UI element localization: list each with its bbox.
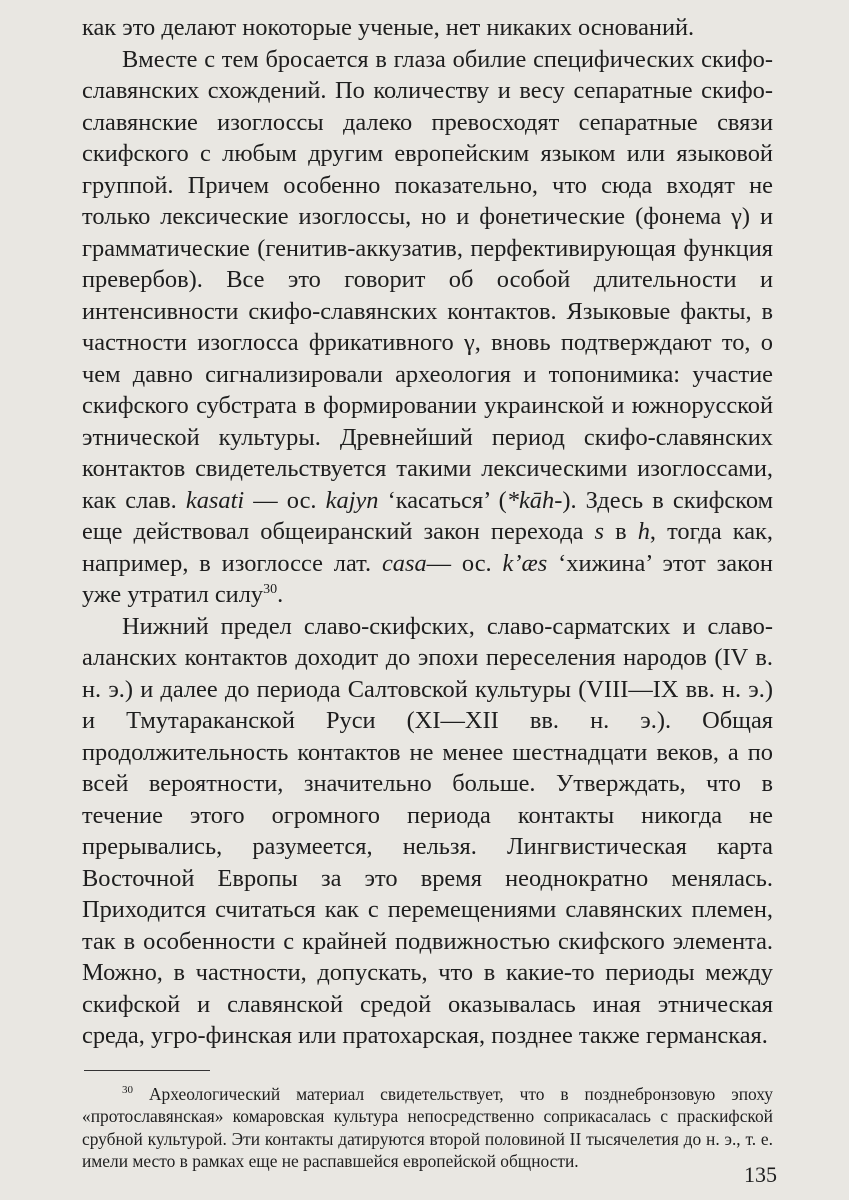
paragraph-continued: как это делают нокоторые ученые, нет никаких оснований. xyxy=(82,14,695,41)
footnote xyxy=(82,1083,773,1173)
term-casa: casa xyxy=(381,549,427,577)
page-number: 135 xyxy=(744,1162,777,1187)
main-text xyxy=(82,12,773,1052)
term-kaes: k’æs xyxy=(502,549,548,577)
footnote-text: Археологический материал свидетельствует, что в позднебронзовую эпоху «протославянская» комаровская культура непосредственно соприкасалась с праскифской срубной культурой. Эти контакты датируются второй половиной II тысячелетия до н. э., т. е. имели место в рамках еще не распавшейся европейской общности. xyxy=(82,1083,773,1171)
text-segment: — ос. xyxy=(426,549,503,577)
text-segment: ). Здесь в скифском еще действовал общеиранский закон перехода xyxy=(82,486,774,545)
footnote-reference[interactable]: 30 xyxy=(263,581,278,597)
text-segment: ‘хижина’ этот закон уже утратил силу xyxy=(82,549,773,608)
term-kasati: kasati xyxy=(185,486,245,514)
footnote-mark: 30 xyxy=(122,1083,133,1096)
footnote-divider xyxy=(84,1070,210,1071)
text-segment: . xyxy=(277,581,284,608)
text-segment: Вместе с тем бросается в глаза обилие специфических скифо-славянских схождений. По количеству и весу сепаратные скифо-славянские изоглоссы далеко превосходят сепаратные связи скифского с любым другим европейским языком или языковой группой. Причем особенно показательно, что сюда входят не только лексические изоглоссы, но и фонетические (фонема γ) и грамматические (генитив-аккузатив, перфективирующая функция превербов). Все это говорит об особой длительности и интенсивности скифо-славянских контактов. Языковые факты, в частности изоглосса фрикативного γ, вновь подтверждают то, о чем давно сигнализировали археология и топонимика: участие скифского субстрата в формировании украинской и южнорусской этнической культуры. Древнейший период скифо-славянских контактов свидетельствуется такими лексическими изоглоссами, как слав. xyxy=(82,45,773,514)
term-kah: *kāh- xyxy=(506,486,563,514)
term-s: s xyxy=(594,518,605,545)
term-kajyn: kajyn xyxy=(325,486,379,514)
term-h: h xyxy=(637,518,650,545)
paragraph-contacts-period: Нижний предел славо-скифских, славо-сарматских и славо-аланских контактов доходит до эпохи переселения народов (IV в. н. э.) и далее до периода Салтовской культуры (VIII—IX вв. н. э.) и Тмутараканской Руси (XI—XII вв. н. э.). Общая продолжительность контактов не менее шестнадцати веков, а по всей вероятности, значительно больше. Утверждать, что в течение этого огромного периода контакты никогда не прерывались, разумеется, нельзя. Лингвистическая карта Восточной Европы за это время неоднократно менялась. Приходится считаться как с перемещениями славянских племен, так в особенности с крайней подвижностью скифского элемента. Можно, в частности, допускать, что в какие-то периоды между скифской и славянской средой оказывалась иная этническая среда, угро-финская или пратохарская, позднее также германская. xyxy=(82,612,773,1049)
text-segment: , тогда как, например, в изоглоссе лат. xyxy=(82,518,773,577)
text-segment: — ос. xyxy=(244,486,326,514)
paragraph-scytho-slavic xyxy=(82,44,773,611)
text-segment: ‘касаться’ ( xyxy=(378,486,507,514)
text-segment: в xyxy=(604,518,638,545)
